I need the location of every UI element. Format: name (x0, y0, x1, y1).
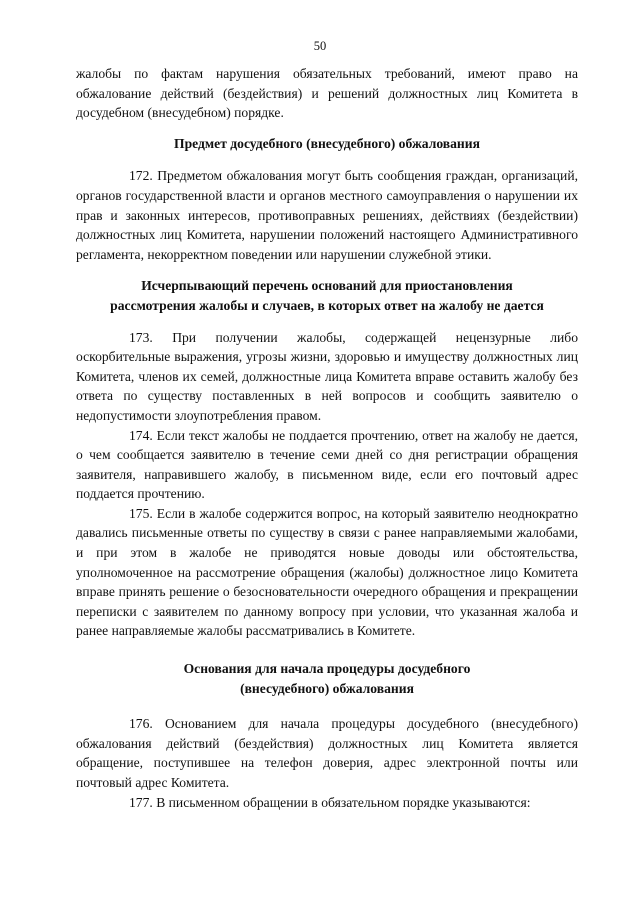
paragraph-172: 172. Предметом обжалования могут быть сообщения граждан, организаций, органов государственной власти и органов местного самоуправления о нарушении их прав и законных интересов, противоправных решениях, действиях (бездействии) должностных лиц Комитета, нарушении положений настоящего Административного регламента, некорректном поведении или нарушении служебной этики. (76, 168, 578, 262)
paragraph-177: 177. В письменном обращении в обязательном порядке указываются: (129, 794, 531, 810)
heading-line: Основания для начала процедуры досудебного (183, 661, 471, 677)
section-heading-procedure-grounds (76, 659, 578, 698)
paragraph-174: 174. Если текст жалобы не поддается прочтению, ответ на жалобу не дается, о чем сообщается заявителю в течение семи дней со дня регистрации обращения заявителя, направившего жалобу, в письменном виде, если его почтовый адрес поддается прочтению. (76, 427, 578, 502)
heading-line: Исчерпывающий перечень оснований для приостановления (141, 278, 513, 294)
paragraph-175: 175. Если в жалобе содержится вопрос, на который заявителю неоднократно давались письменные ответы по существу в связи с ранее направляемыми жалобами, и при этом в жалобе не приводятся новые доводы или обстоятельства, уполномоченное на рассмотрение обращения (жалобы) должностное лицо Комитета вправе принять решение о безосновательности очередного обращения и прекращении переписки с заявителем по данному вопросу при условии, что указанная жалоба и ранее направляемые жалобы рассматривались в Комитете. (76, 505, 578, 639)
paragraph-176: 176. Основанием для начала процедуры досудебного (внесудебного) обжалования действий (бездействия) должностных лиц Комитета является обращение, поступившее на телефон доверия, адрес электронной почты или почтовый адрес Комитета. (76, 716, 578, 790)
paragraph-173: 173. При получении жалобы, содержащей нецензурные либо оскорбительные выражения, угрозы жизни, здоровью и имуществу должностных лиц Комитета, членов их семей, должностные лица Комитета вправе оставить жалобу без ответа по существу поставленных в ней вопросов и сообщить заявителю о недопустимости злоупотребления правом. (76, 329, 578, 423)
section-heading-suspension-grounds (76, 276, 578, 315)
heading-line: рассмотрения жалобы и случаев, в которых ответ на жалобу не дается (110, 297, 544, 313)
section-heading-complaint-subject: Предмет досудебного (внесудебного) обжалования (174, 135, 480, 151)
page-content (76, 64, 578, 812)
page-number: 50 (313, 39, 327, 53)
heading-line: (внесудебного) обжалования (240, 680, 414, 696)
intro-paragraph: жалобы по фактам нарушения обязательных требований, имеют право на обжалование действий (бездействия) и решений должностных лиц Комитета в досудебном (внесудебном) порядке. (76, 66, 578, 121)
